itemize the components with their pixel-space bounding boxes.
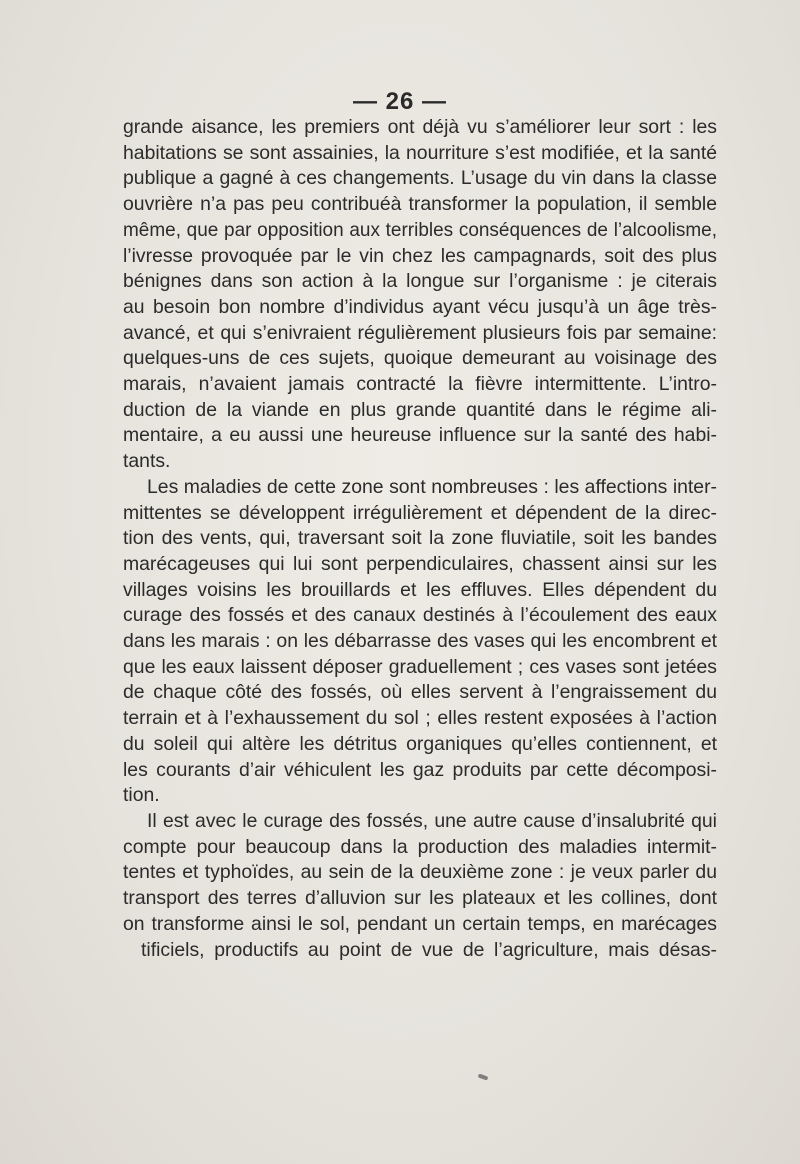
text-line: tion. bbox=[123, 784, 160, 807]
text-line: grande aisance, les premiers ont déjà vu s’améliorer leur sort : les bbox=[123, 116, 717, 138]
text-line: quelques-uns de ces sujets, quoique demeurant au voisinage des bbox=[123, 347, 717, 370]
text-line: transport des terres d’alluvion sur les plateaux et les collines, dont bbox=[123, 887, 717, 910]
text-line: au besoin bon nombre d’individus ayant vécu jusqu’à un âge très- bbox=[123, 295, 717, 318]
text-line: tion des vents, qui, traversant soit la zone fluviatile, soit les bandes bbox=[123, 527, 717, 550]
text-line: curage des fossés et des canaux destinés à l’écoulement des eaux bbox=[123, 604, 717, 627]
text-line: mentaire, a eu aussi une heureuse influence sur la santé des habi- bbox=[123, 424, 717, 447]
text-line: duction de la viande en plus grande quantité dans le régime ali- bbox=[123, 398, 717, 421]
text-line: les courants d’air véhiculent les gaz produits par cette décomposi- bbox=[123, 758, 717, 781]
text-line: Les maladies de cette zone sont nombreuses : les affections inter- bbox=[147, 475, 717, 498]
paragraph-3 bbox=[123, 809, 717, 963]
ink-speck bbox=[478, 1073, 489, 1080]
text-line: on transforme ainsi le sol, pendant un certain temps, en marécages bbox=[123, 912, 717, 935]
page-number: — 26 — bbox=[352, 88, 448, 115]
text-line: du soleil qui altère les détritus organiques qu’elles contiennent, et bbox=[123, 732, 717, 755]
text-line: Il est avec le curage des fossés, une autre cause d’insalubrité qui bbox=[147, 809, 717, 832]
text-line: tificiels, productifs au point de vue de l’agriculture, mais désas- bbox=[141, 938, 717, 961]
body-text bbox=[123, 115, 717, 963]
paragraph-2 bbox=[123, 475, 717, 809]
text-line: bénignes dans son action à la longue sur l’organisme : je citerais bbox=[123, 270, 717, 293]
text-line: tants. bbox=[123, 450, 171, 473]
text-line: terrain et à l’exhaussement du sol ; elles restent exposées à l’action bbox=[123, 707, 717, 730]
text-line: que les eaux laissent déposer graduellement ; ces vases sont jetées bbox=[123, 655, 717, 678]
text-line: marais, n’avaient jamais contracté la fièvre intermittente. L’intro- bbox=[123, 373, 717, 396]
text-line: villages voisins les brouillards et les effluves. Elles dépendent du bbox=[123, 578, 717, 601]
text-line: marécageuses qui lui sont perpendiculaires, chassent ainsi sur les bbox=[123, 552, 717, 575]
text-line: dans les marais : on les débarrasse des vases qui les encombrent et bbox=[123, 630, 717, 653]
text-line: tentes et typhoïdes, au sein de la deuxième zone : je veux parler du bbox=[123, 861, 717, 884]
text-line: même, que par opposition aux terribles conséquences de l’alcoolisme, bbox=[123, 219, 717, 241]
text-line: avancé, et qui s’enivraient régulièrement plusieurs fois par semaine: bbox=[123, 321, 717, 344]
text-line: habitations se sont assainies, la nourriture s’est modifiée, et la santé bbox=[123, 141, 717, 164]
text-line: l’ivresse provoquée par le vin chez les campagnards, soit des plus bbox=[123, 244, 717, 267]
text-line: mittentes se développent irrégulièrement et dépendent de la direc- bbox=[123, 501, 717, 524]
text-line: ouvrière n’a pas peu contribuéà transformer la population, il semble bbox=[123, 193, 717, 216]
text-line: publique a gagné à ces changements. L’usage du vin dans la classe bbox=[123, 167, 717, 190]
text-line: de chaque côté des fossés, où elles servent à l’engraissement du bbox=[123, 681, 717, 704]
paragraph-1 bbox=[123, 115, 717, 475]
text-line: compte pour beaucoup dans la production des maladies intermit- bbox=[123, 835, 717, 858]
